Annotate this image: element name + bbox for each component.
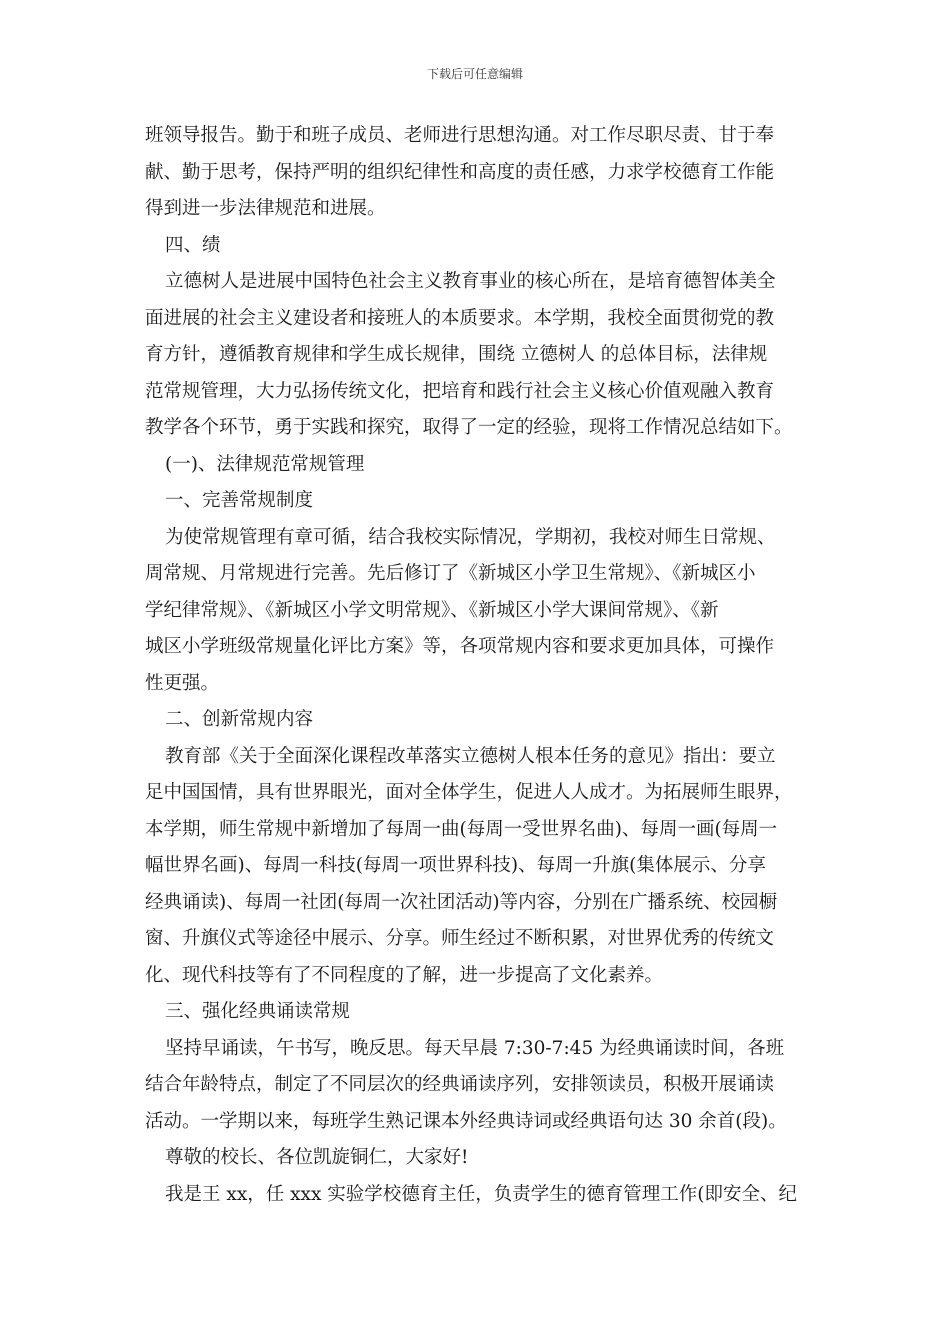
text-line: 尊敬的校长、各位凯旋铜仁，大家好! [165, 1147, 469, 1168]
page-header: 下载后可任意编辑 [426, 67, 523, 81]
text-line: 得到进一步法律规范和进展。 [145, 198, 386, 219]
text-line: 坚持早诵读，午书写，晚反思。每天早晨 7:30-7:45 为经典诵读时间，各班 [165, 1037, 785, 1059]
text-line: 城区小学班级常规量化评比方案》等，各项常规内容和要求更加具体，可操作 [145, 636, 775, 657]
text-line: 经典诵读)、每周一社团(每周一次社团活动)等内容，分别在广播系统、校园橱 [145, 891, 778, 913]
text-line: 学纪律常规》、《新城区小学文明常规》、《新城区小学大课间常规》、《新 [145, 599, 719, 621]
text-line: 范常规管理，大力弘扬传统文化，把培育和践行社会主义核心价值观融入教育 [145, 380, 775, 402]
text-line: 化、现代科技等有了不同程度的了解，进一步提高了文化素养。 [145, 964, 664, 986]
text-line: 性更强。 [145, 672, 220, 694]
text-line: 我是王 xx，任 xxx 实验学校德育主任，负责学生的德育管理工作(即安全、纪 [165, 1183, 798, 1205]
text-line: 活动。一学期以来，每班学生熟记课本外经典诗词或经典语句达 30 余首(段)。 [145, 1110, 787, 1132]
text-line: 二、创新常规内容 [165, 709, 314, 730]
text-line: 四、绩 [165, 234, 221, 256]
text-line: 育方针，遵循教育规律和学生成长规律，围绕 立德树人 的总体目标，法律规 [145, 344, 768, 365]
text-line: 班领导报告。勤于和班子成员、老师进行思想沟通。对工作尽职尽责、甘于奉 [145, 125, 775, 146]
text-line: 窗、升旗仪式等途径中展示、分享。师生经过不断积累，对世界优秀的传统文 [145, 928, 775, 949]
text-line: 结合年龄特点，制定了不同层次的经典诵读序列，安排领读员，积极开展诵读 [145, 1074, 775, 1095]
text-line: 面进展的社会主义建设者和接班人的本质要求。本学期，我校全面贯彻党的教 [145, 307, 775, 329]
text-line: 周常规、月常规进行完善。先后修订了《新城区小学卫生常规》、《新城区小 [145, 563, 756, 584]
text-line: 教学各个环节，勇于实践和探究，取得了一定的经验，现将工作情况总结如下。 [145, 417, 793, 438]
text-line: 献、勤于思考，保持严明的组织纪律性和高度的责任感，力求学校德育工作能 [145, 161, 775, 183]
text-line: 为使常规管理有章可循，结合我校实际情况，学期初，我校对师生日常规、 [165, 526, 776, 548]
text-line: 立德树人是进展中国特色社会主义教育事业的核心所在，是培育德智体美全 [165, 271, 776, 292]
text-line: 足中国国情，具有世界眼光，面对全体学生，促进人人成才。为拓展师生眼界， [145, 782, 793, 803]
text-line: 教育部《关于全面深化课程改革落实立德树人根本任务的意见》指出：要立 [165, 745, 776, 767]
text-line: 一、完善常规制度 [165, 490, 314, 511]
text-line: 三、强化经典诵读常规 [165, 1001, 351, 1022]
text-line: (一)、法律规范常规管理 [165, 453, 365, 475]
text-line: 幅世界名画)、每周一科技(每周一项世界科技)、每周一升旗(集体展示、分享 [145, 855, 766, 876]
text-line: 本学期，师生常规中新增加了每周一曲(每周一受世界名曲)、每周一画(每周一 [145, 818, 778, 840]
document-body [145, 118, 815, 1213]
